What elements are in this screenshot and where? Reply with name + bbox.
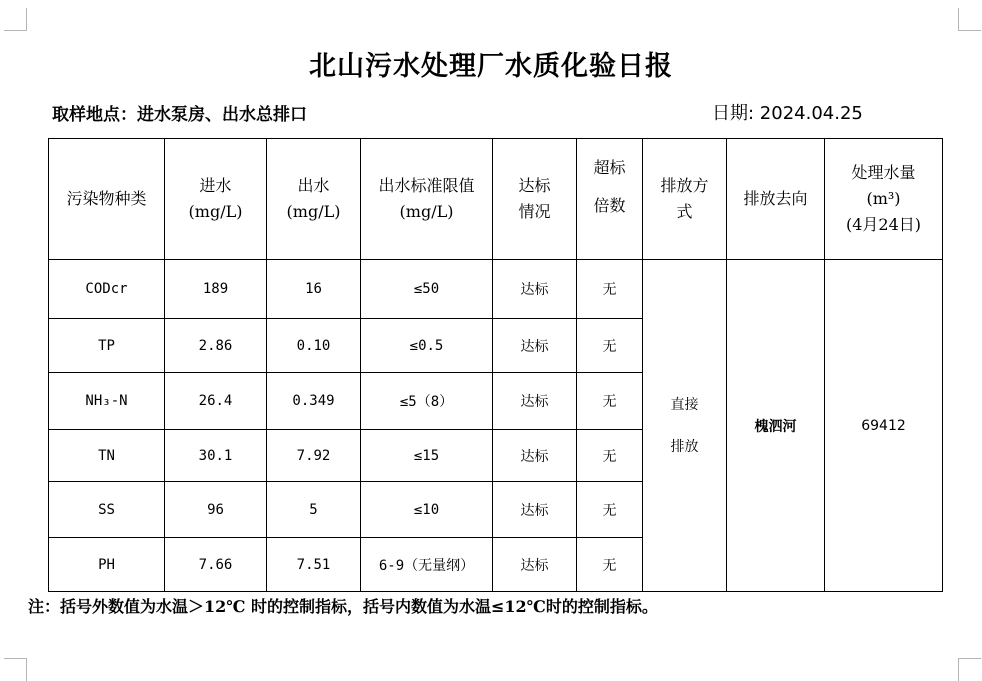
header-excess: 超标 倍数 xyxy=(577,139,643,260)
pollutant-name: TN xyxy=(49,430,165,482)
limit-value: ≤50 xyxy=(361,260,493,319)
crop-mark-top-right xyxy=(958,8,981,31)
inflow-value: 2.86 xyxy=(165,319,267,373)
pollutant-name: SS xyxy=(49,482,165,538)
header-outflow: 出水 (mg/L) xyxy=(267,139,361,260)
report-title: 北山污水处理厂水质化验日报 xyxy=(309,51,673,82)
limit-value: ≤0.5 xyxy=(361,319,493,373)
inflow-value: 26.4 xyxy=(165,373,267,430)
outflow-value: 0.10 xyxy=(267,319,361,373)
pollutant-name: PH xyxy=(49,538,165,592)
crop-mark-bottom-left xyxy=(4,658,27,681)
excess-value: 无 xyxy=(577,430,643,482)
excess-value: 无 xyxy=(577,319,643,373)
outflow-value: 7.92 xyxy=(267,430,361,482)
pollutant-name: TP xyxy=(49,319,165,373)
header-limit: 出水标准限值 (mg/L) xyxy=(361,139,493,260)
pollutant-name: NH₃-N xyxy=(49,373,165,430)
header-pollutant: 污染物种类 xyxy=(49,139,165,260)
outflow-value: 5 xyxy=(267,482,361,538)
limit-value: ≤5（8） xyxy=(361,373,493,430)
header-row xyxy=(49,139,943,260)
status-value: 达标 xyxy=(493,538,577,592)
discharge-method: 直接 排放 xyxy=(643,260,727,592)
limit-value: 6-9（无量纲） xyxy=(361,538,493,592)
status-value: 达标 xyxy=(493,373,577,430)
treated-volume: 69412 xyxy=(825,260,943,592)
report-date: 日期: 2024.04.25 xyxy=(712,103,863,124)
limit-value: ≤10 xyxy=(361,482,493,538)
inflow-value: 96 xyxy=(165,482,267,538)
crop-mark-top-left xyxy=(4,8,27,31)
excess-value: 无 xyxy=(577,482,643,538)
excess-value: 无 xyxy=(577,373,643,430)
inflow-value: 7.66 xyxy=(165,538,267,592)
footnote: 注：括号外数值为水温＞12℃ 时的控制指标，括号内数值为水温≤12℃时的控制指标。 xyxy=(28,597,658,616)
inflow-value: 30.1 xyxy=(165,430,267,482)
header-destination: 排放去向 xyxy=(727,139,825,260)
limit-value: ≤15 xyxy=(361,430,493,482)
status-value: 达标 xyxy=(493,260,577,319)
outflow-value: 16 xyxy=(267,260,361,319)
table-row xyxy=(49,260,943,319)
header-inflow: 进水 (mg/L) xyxy=(165,139,267,260)
excess-value: 无 xyxy=(577,538,643,592)
header-method: 排放方 式 xyxy=(643,139,727,260)
header-volume: 处理水量 (m³) (4月24日) xyxy=(825,139,943,260)
excess-value: 无 xyxy=(577,260,643,319)
water-quality-table xyxy=(48,138,943,592)
status-value: 达标 xyxy=(493,430,577,482)
sampling-location: 取样地点：进水泵房、出水总排口 xyxy=(52,105,307,125)
pollutant-name: CODcr xyxy=(49,260,165,319)
status-value: 达标 xyxy=(493,319,577,373)
discharge-destination: 槐泗河 xyxy=(727,260,825,592)
inflow-value: 189 xyxy=(165,260,267,319)
status-value: 达标 xyxy=(493,482,577,538)
outflow-value: 0.349 xyxy=(267,373,361,430)
crop-mark-bottom-right xyxy=(958,658,981,681)
outflow-value: 7.51 xyxy=(267,538,361,592)
header-status: 达标 情况 xyxy=(493,139,577,260)
